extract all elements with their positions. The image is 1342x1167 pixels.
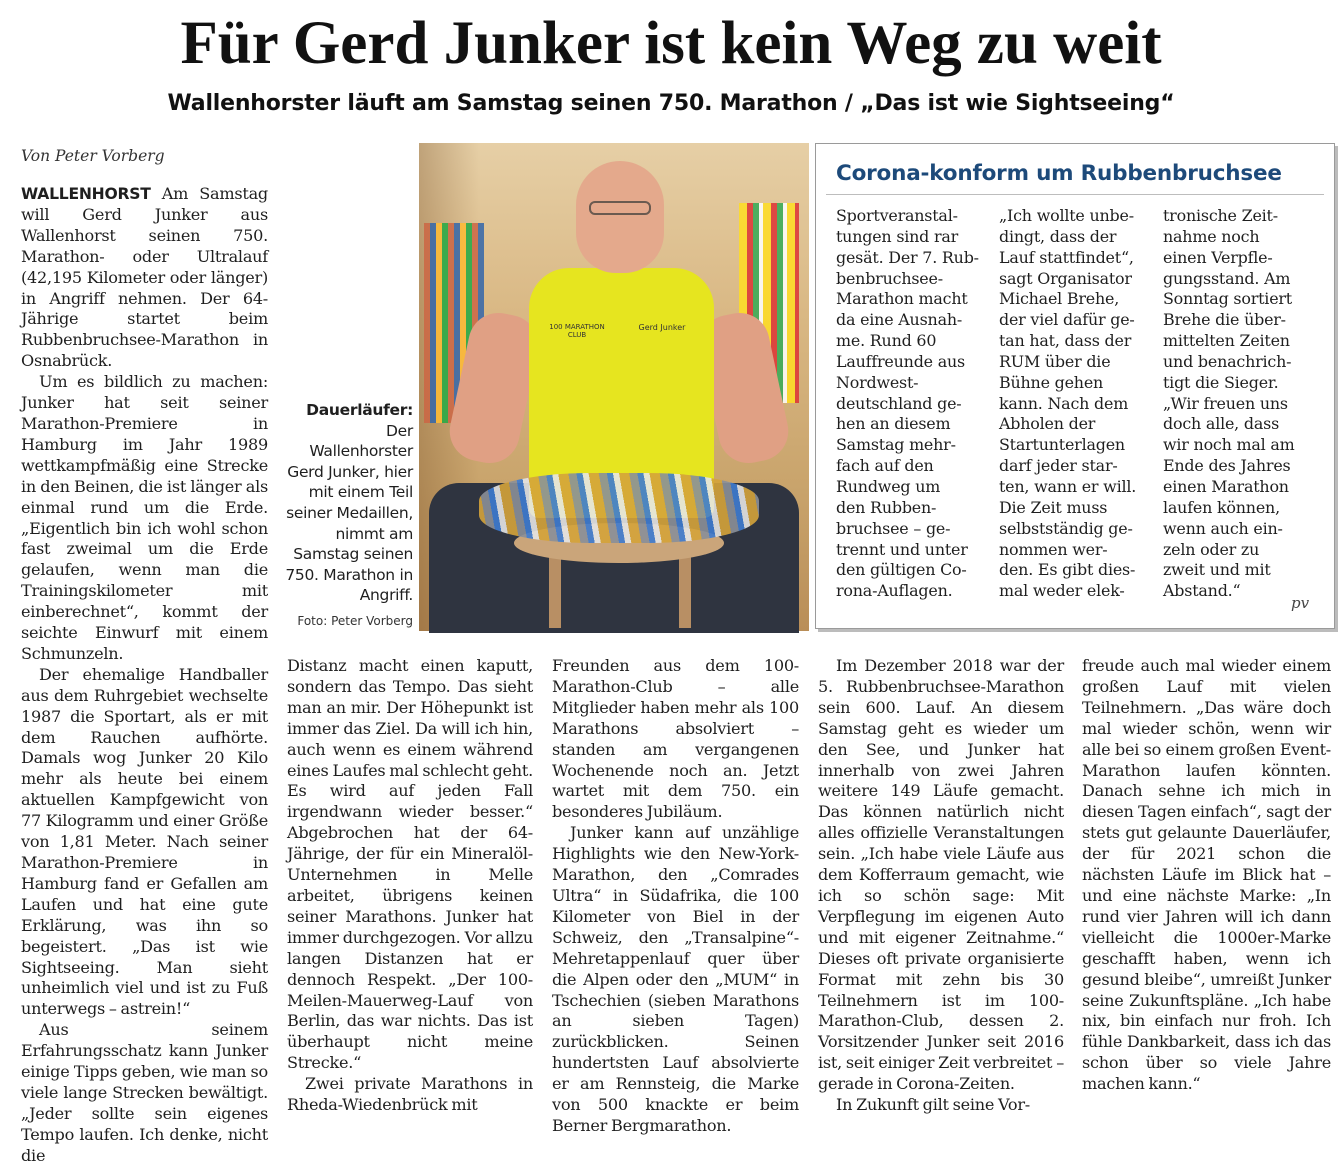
info-box-signature: pv	[1291, 594, 1310, 612]
info-box-column-3: tronische Zeit- nahme noch einen Verpfle- gungsstand. Am Sonntag sortiert Brehe die über- mittelten Zeiten und benachrich- tigt die Sieger. „Wir freuen uns doch alle, dass wir noch mal am Ende des Jahres einen Marathon laufen können, wenn auch ein- zeln oder zu zweit und mit Abstand.“	[1163, 206, 1295, 601]
paragraph: Im Dezember 2018 war der 5. Rubbenbruchsee-Marathon sein 600. Lauf. An diesem Samstag geht es wieder um den See, und Junker hat innerhalb von zwei Jahren weitere 149 Läufe gemacht. Das können natürlich nicht alles offizielle Veranstaltungen sein. „Ich habe viele Läufe aus dem Kofferraum gemacht, wie ich so schön sage: Mit Verpflegung im eigenen Auto und mit eigener Zeitnahme.“ Dieses oft private organisierte Format mit zehn bis 30 Teilnehmern ist im 100-Marathon-Club, dessen 2. Vorsitzender Junker seit 2016 ist, seit einiger Zeit verbreitet – gerade in Corona-Zeiten.	[818, 656, 1064, 1094]
shirt-logo-text: 100 MARATHON CLUB	[549, 323, 605, 339]
info-box-title: Corona-konform um Rubbenbruchsee	[836, 161, 1282, 186]
paragraph: Distanz macht einen kaputt, sondern das Tempo. Das sieht man an mir. Der Höhepunkt ist immer das Ziel. Da will ich hin, auch wenn es einem während eines Laufes mal schlecht geht. Es wird auf jeden Fall irgendwann wieder besser.“ Abgebrochen hat der 64-Jährige, der für ein Mineralöl-Unternehmen in Melle arbeitet, übrigens keinen seiner Marathons. Junker hat immer durchgezogen. Vor allzu langen Distanzen hat er dennoch Respekt. „Der 100-Meilen-Mauerweg-Lauf von Berlin, das war nichts. Das ist überhaupt nicht meine Strecke.“	[287, 656, 533, 1073]
photo-head	[576, 161, 664, 273]
info-box-column-2: „Ich wollte unbe- dingt, dass der Lauf stattfindet“, sagt Organisator Michael Brehe, der viel dafür ge- tan hat, dass der RUM über die Bühne gehen kann. Nach dem Abholen der Startunterlagen darf jeder star- ten, wann er will. Die Zeit muss selbstständig ge- nommen wer- den. Es gibt dies- mal weder elek-	[999, 206, 1137, 601]
byline: Von Peter Vorberg	[21, 147, 165, 165]
caption-text: Der Wallenhorster Gerd Junker, hier mit einem Teil seiner Medaillen, nimmt am Samstag seinen 750. Marathon in Angriff.	[285, 421, 413, 605]
info-box-column-1: Sportveranstal- tungen sind rar gesät. Der 7. Rub- benbruchsee- Marathon macht da eine Ausnah- me. Rund 60 Lauffreunde aus Nordwest- deutschland ge- hen an diesem Samstag mehr- fach auf den Rundweg um den Rubben- bruchsee – ge- trennt und unter den gültigen Co- rona-Auflagen.	[836, 206, 979, 601]
column-3	[552, 656, 799, 1137]
dateline: WALLENHORST	[21, 185, 151, 203]
photo-credit: Foto: Peter Vorberg	[297, 614, 413, 628]
lead-paragraph	[21, 184, 268, 372]
paragraph: Zwei private Marathons in Rheda-Wiedenbrück mit	[287, 1074, 533, 1115]
paragraph: Um es bildlich zu machen: Junker hat seit seiner Marathon-Premiere in Hamburg im Jahr 1989 wettkampfmäßig eine Strecke in den Beinen, die ist länger als einmal rund um die Erde. „Eigentlich bin ich wohl schon fast zweimal um die Erde gelaufen, wenn man die Trainingskilometer mit einberechnet“, kommt der seichte Einwurf mit einem Schmunzeln.	[21, 372, 268, 663]
paragraph: In Zukunft gilt seine Vor-	[836, 1095, 1030, 1115]
photo-medals-pile	[479, 473, 759, 543]
photo-table-leg	[549, 548, 561, 628]
info-box	[815, 143, 1335, 629]
info-box-divider	[826, 194, 1324, 195]
headline: Für Gerd Junker ist kein Weg zu weit	[180, 10, 1162, 77]
article-photo	[419, 143, 809, 631]
paragraph: freude auch mal wieder einem großen Lauf mit vielen Teilnehmern. „Das wäre doch mal wieder schön, wenn wir alle bei so einem großen Event-Marathon laufen könnten. Danach sehne ich mich in diesen Tagen einfach“, sagt der stets gut gelaunte Dauerläufer, der für 2021 schon die nächsten Läufe im Blick hat – und eine nächste Marke: „In rund vier Jahren will ich dann vielleicht die 1000er-Marke geschafft haben, wenn ich gesund bleibe“, umreißt Junker seine Zukunftspläne. „Ich habe nix, bin einfach nur froh. Ich fühle Dankbarkeit, dass ich das schon über so viele Jahre machen kann.“	[1082, 656, 1331, 1094]
column-1	[21, 184, 268, 1167]
column-2	[287, 656, 533, 1116]
shirt-name-text: Gerd Junker	[638, 323, 686, 332]
column-5	[1082, 656, 1331, 1095]
subheadline: Wallenhorster läuft am Samstag seinen 750. Marathon / „Das ist wie Sightseeing“	[167, 91, 1175, 116]
column-4	[818, 656, 1064, 1116]
caption-title: Dauerläufer:	[306, 401, 413, 419]
paragraph: Freunden aus dem 100-Marathon-Club – alle Mitglieder haben mehr als 100 Marathons absolviert – standen am vergangenen Wochenende noch an. Jetzt wartet mit dem 750. ein besonderes Jubiläum.	[552, 656, 799, 822]
paragraph: Aus seinem Erfahrungsschatz kann Junker einige Tipps geben, wie man so viele lange Strecken bewältigt. „Jeder sollte sein eigenes Tempo laufen. Ich denke, nicht die	[21, 1020, 268, 1165]
lead-text: Am Samstag will Gerd Junker aus Wallenhorst seinen 750. Marathon- oder Ultralauf (42,195 Kilometer oder länger) in Angriff nehmen. Der 64-Jährige startet beim Rubbenbruchsee-Marathon in Osnabrück.	[21, 184, 268, 371]
photo-table-leg	[679, 548, 691, 628]
paragraph: Junker kann auf unzählige Highlights wie den New-York-Marathon, den „Comrades Ultra“ in Südafrika, die 100 Kilometer von Biel in der Schweiz, den „Transalpine“-Mehretappenlauf quer über die Alpen oder den „MUM“ in Tschechien (sieben Marathons an sieben Tagen) zurückblicken. Seinen hundertsten Lauf absolvierte er am Rennsteig, die Marke von 500 knackte er beim Berner Bergmarathon.	[552, 823, 799, 1135]
paragraph: Der ehemalige Handballer aus dem Ruhrgebiet wechselte 1987 die Sportart, als er mit dem Rauchen aufhörte. Damals wog Junker 20 Kilo mehr als heute bei einem aktuellen Kampfgewicht von 77 Kilogramm und einer Größe von 1,81 Meter. Nach seiner Marathon-Premiere in Hamburg fand er Gefallen am Laufen und hat eine gute Erklärung, was ihn so begeistert. „Das ist wie Sightseeing. Man sieht unheimlich viel und ist zu Fuß unterwegs – astrein!“	[21, 664, 268, 1019]
photo-caption	[285, 400, 413, 606]
photo-glasses	[589, 201, 651, 215]
